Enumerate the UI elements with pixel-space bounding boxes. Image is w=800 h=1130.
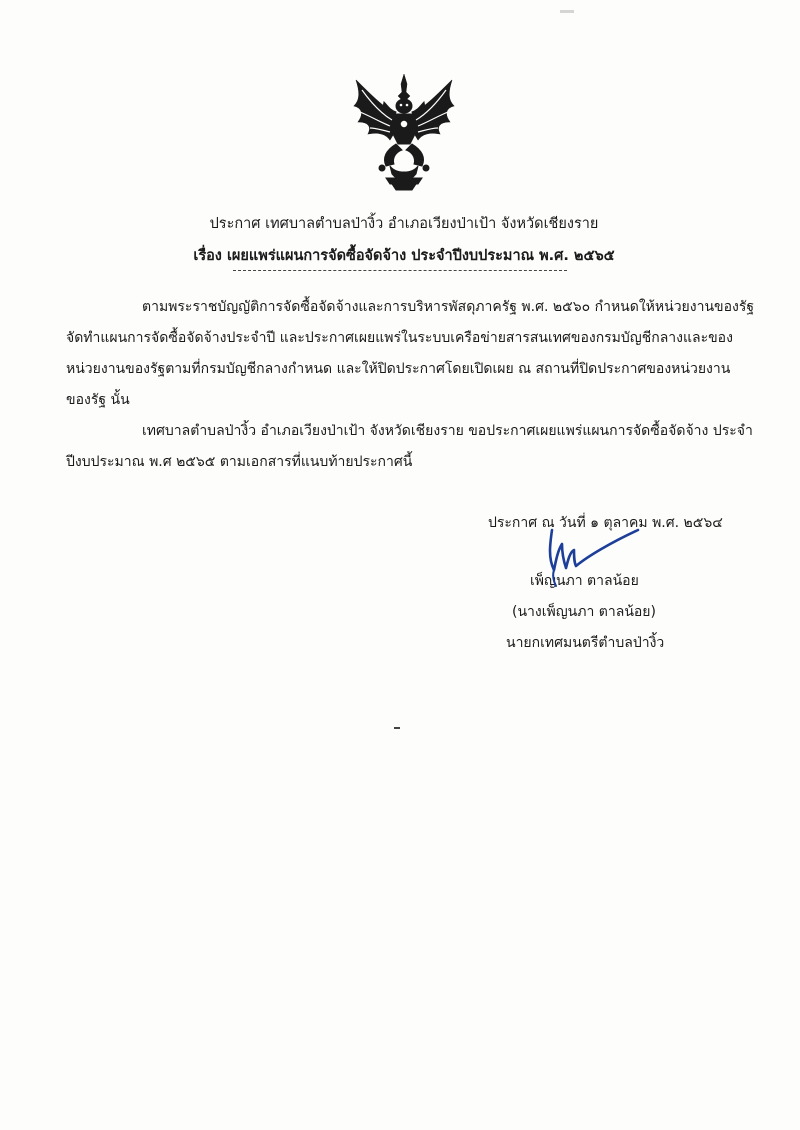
subject-label: เรื่อง <box>193 248 222 264</box>
scan-speck <box>394 727 400 729</box>
signatory-full-name: (นางเพ็ญนภา ตาลน้อย) <box>512 604 656 620</box>
paragraph-1-line: หน่วยงานของรัฐตามที่กรมบัญชีกลางกำหนด และให้ปิดประกาศโดยเปิดเผย ณ สถานที่ปิดประกาศของหน่วยงาน <box>66 361 731 377</box>
subject-text: เผยแพร่แผนการจัดซื้อจัดจ้าง ประจำปีงบประมาณ พ.ศ. ๒๕๖๕ <box>226 248 615 264</box>
announcement-title: ประกาศ เทศบาลตำบลป่างิ้ว อำเภอเวียงป่าเป้า จังหวัดเชียงราย <box>209 216 599 232</box>
announcement-date: ประกาศ ณ วันที่ ๑ ตุลาคม พ.ศ. ๒๕๖๔ <box>488 515 723 531</box>
paragraph-2-line: ปีงบประมาณ พ.ศ ๒๕๖๕ ตามเอกสารที่แนบท้ายประกาศนี้ <box>66 454 413 470</box>
subject-line <box>0 244 800 267</box>
paragraph-1-line: ของรัฐ นั้น <box>66 392 130 408</box>
header-divider <box>233 270 567 271</box>
paragraph-1-line: ตามพระราชบัญญัติการจัดซื้อจัดจ้างและการบริหารพัสดุภาครัฐ พ.ศ. ๒๕๖๐ กำหนดให้หน่วยงานของรัฐ <box>142 299 755 315</box>
paragraph-1-line: จัดทำแผนการจัดซื้อจัดจ้างประจำปี และประกาศเผยแพร่ในระบบเครือข่ายสารสนเทศของกรมบัญชีกลางและของ <box>66 330 733 346</box>
signed-name: เพ็ญนภา ตาลน้อย <box>530 573 639 589</box>
paragraph-2-line: เทศบาลตำบลป่างิ้ว อำเภอเวียงป่าเป้า จังหวัดเชียงราย ขอประกาศเผยแพร่แผนการจัดซื้อจัดจ้าง ประจำ <box>142 423 753 439</box>
scan-speck <box>560 10 574 13</box>
garuda-emblem <box>346 70 462 192</box>
handwritten-signature <box>540 520 650 590</box>
signatory-position: นายกเทศมนตรีตำบลป่างิ้ว <box>506 635 665 651</box>
